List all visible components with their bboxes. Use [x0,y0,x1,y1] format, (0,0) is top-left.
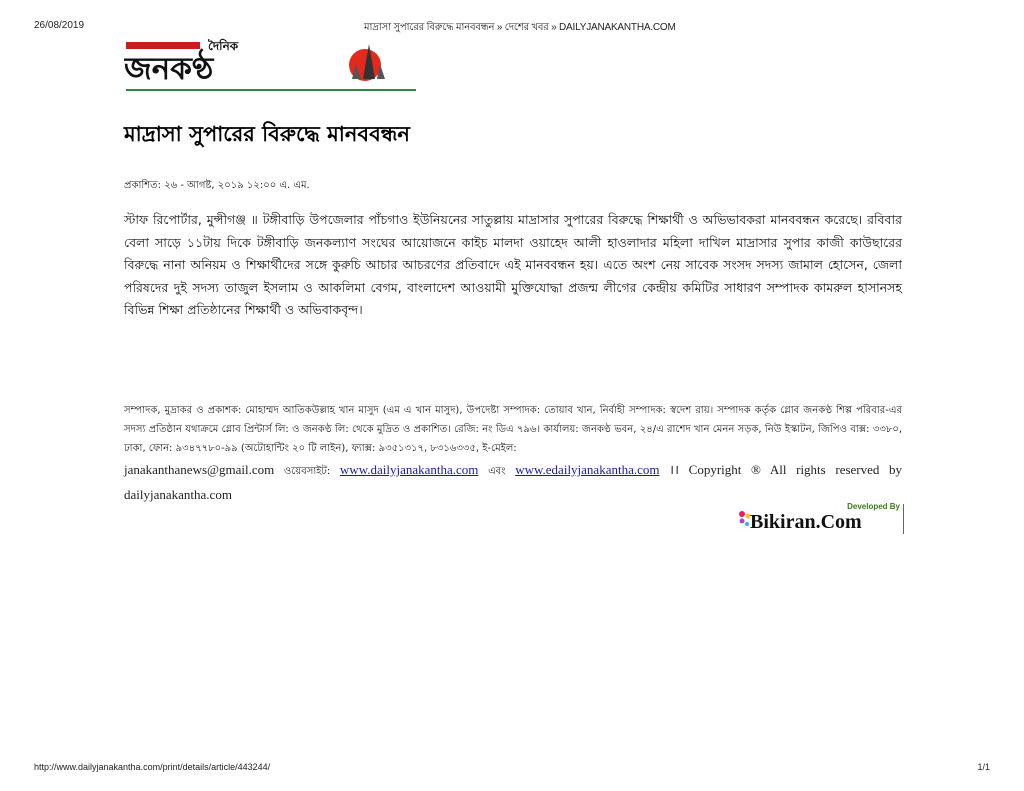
developer-credit-logo[interactable] [734,500,904,536]
masthead-red-banner [126,42,200,49]
article-headline: মাদ্রাসা সুপারের বিরুদ্ধে মানববন্ধন [124,122,410,146]
footer-website-link-2[interactable]: www.edailyjanakantha.com [515,462,660,477]
print-footer [34,762,990,776]
developer-name: Bikiran.Com [750,511,862,533]
footer-imprint-text: সম্পাদক, মুদ্রাকর ও প্রকাশক: মোহাম্মদ আতিকউল্লাহ খান মাসুদ (এম এ খান মাসুদ), উপদেষ্টা সম্পাদক: তোয়াব খান, নির্বাহী সম্পাদক: স্বদেশ রায়। সম্পাদক কর্তৃক গ্লোব জনকণ্ঠ শিল্প পরিবার-এর সদস্য প্রতিষ্ঠান যথাক্রমে গ্লোব প্রিন্টার্স লি: ও জনকণ্ঠ লি: থেকে মুদ্রিত ও প্রকাশিত। রেজি: নং ডিএ ৭৯৬। কার্যালয়: জনকণ্ঠ ভবন, ২৪/এ রাশেদ খান মেনন সড়ক, নিউ ইস্কাটন, জিপিও বাক্স: ৩৩৮০, ঢাকা, ফোন: ৯৩৪৭৭৮০-৯৯ (অটোহান্টিং ২০ টি লাইন), ফ্যাক্স: ৯৩৫১৩১৭, ৮৩১৬৩৩৫, ই-মেইল: [124,405,902,454]
footer-copyright: Copyright ® All rights reserved by dailyjanakantha.com [124,462,903,502]
print-date: 26/08/2019 [34,20,85,31]
print-page-title: মাদ্রাসা সুপারের বিরুদ্ধে মানববন্ধন » দেশের খবর » DAILYJANAKANTHA.COM [364,22,676,33]
footer-contact-line [124,458,902,506]
masthead-top-label: দৈনিক [208,39,239,53]
footer-and-word: এবং [488,466,506,477]
article-body: স্টাফ রিপোর্টার, মুন্সীগঞ্জ ॥ টঙ্গীবাড়ি উপজেলার পাঁচগাও ইউনিয়নের সাতুল্লায় মাদ্রাসার সুপারের বিরুদ্ধে শিক্ষার্থী ও অভিভাবকরা মানববন্ধন করেছে। রবিবার বেলা সাড়ে ১১টায় দিকে টঙ্গীবাড়ি জনকল্যাণ সংঘের আয়োজনে কাইচ মালদা ওয়াহেদ আলী হাওলাদার মহিলা দাখিল মাদ্রাসার সুপার কাজী কাউছারের বিরুদ্ধে নানা অনিয়ম ও শিক্ষার্থীদের সঙ্গে কুরুচি আচার আচরণের প্রতিবাদে এই মানববন্ধন হয়। এতে অংশ নেয় সাবেক সংসদ সদস্য জামাল হোসেন, জেলা পরিষদের দুই সদস্য তাজুল ইসলাম ও আকলিমা বেগম, বাংলাদেশ আওয়ামী মুক্তিযোদ্ধা প্রজন্ম লীগের কেন্দ্রীয় কমিটির সাধারণ সম্পাদক কামরুল হাসানসহ বিভিন্ন শিক্ষা প্রতিষ্ঠানের শিক্ষার্থী ও অভিবাকবৃন্দ। [124,212,902,317]
print-header [34,20,990,36]
article-published-date: প্রকাশিত: ২৬ - আগষ্ট, ২০১৯ ১২:০০ এ. এম. [124,180,310,191]
footer-website-label: ওয়েবসাইট: [283,466,331,477]
developer-label: Developed By [847,502,900,511]
masthead-green-rule [126,89,416,91]
print-page-number: 1/1 [977,762,990,772]
footer-imprint-block [124,401,902,506]
footer-separator: ।। [669,462,680,477]
footer-email: janakanthanews@gmail.com [124,462,275,477]
newspaper-masthead-logo [124,38,416,94]
print-url: http://www.dailyjanakantha.com/print/details/article/443244/ [34,762,271,772]
masthead-logo-text: জনকণ্ঠ [124,51,214,87]
developer-divider [903,504,904,534]
footer-website-link-1[interactable]: www.dailyjanakantha.com [339,462,479,477]
